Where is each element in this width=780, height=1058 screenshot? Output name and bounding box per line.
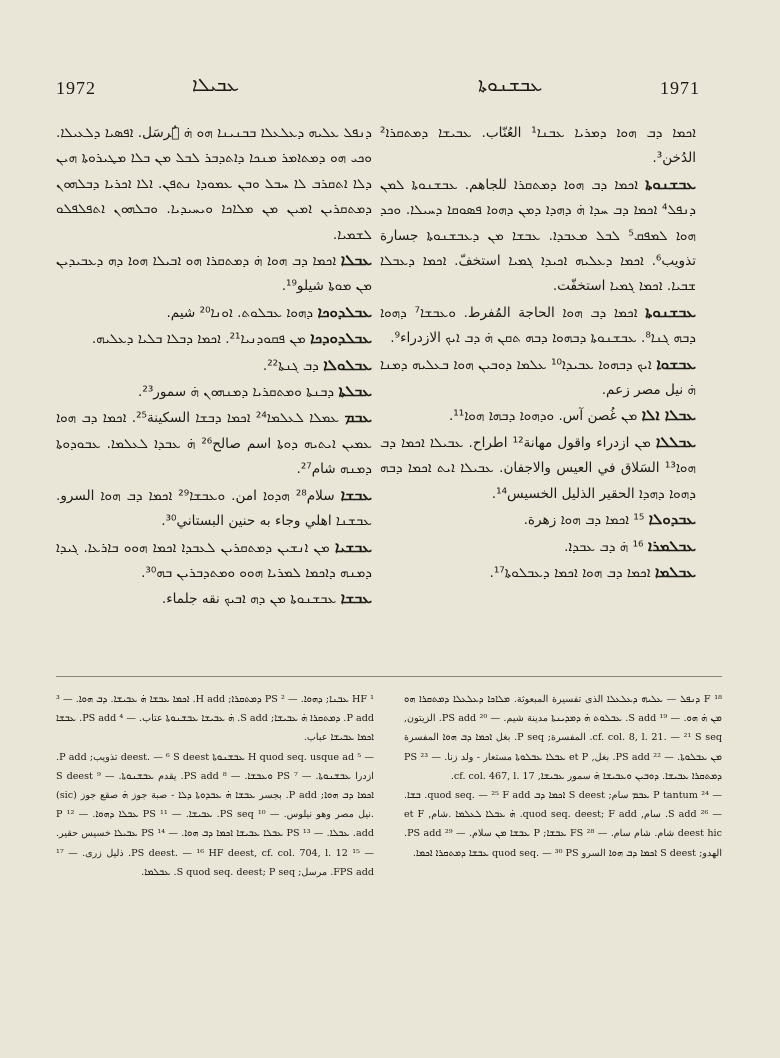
lexicon-entry xyxy=(56,353,372,379)
entry-headword: ܥܒܫܢܘܬܐ xyxy=(645,174,696,193)
entry-headword: ܥܒܠܡܐ xyxy=(654,562,696,581)
lexicon-entry xyxy=(56,483,372,535)
right-column xyxy=(380,120,696,680)
lexicon-entry xyxy=(56,248,372,300)
footnote-divider xyxy=(56,676,722,677)
entry-text: ܡܢ ܦܩܘܕܢܝܐ²¹. ܐܟܡܐ ܕܒܠܐ ܒܠܝܐ ܕܥܠܝܗ. xyxy=(91,331,306,348)
entry-text: ܕܗܘܐ ܥܒܠܘܬ. ܐܘܢܐ²⁰ شيم. xyxy=(166,304,314,321)
entry-text: ܡܢ غُصن آس. ܘܕܗܘܐ ܕܒܗܐ ܗܘܐ¹¹. xyxy=(448,408,638,425)
footnotes-right xyxy=(404,690,722,1020)
footnote-block: — ²⁴ P tantum ܥܒܡ سام; S deest ܐܟܡܐ ܕܒ quod seq. — ²⁵ F add. ܒܫܐ. — ²⁶ S add. سام, quod seq. deest; F add. ܗ̇ ܥܒܠܐ ܠܥܠܡܐ .شام, et F deest hic شام. شام سام. — ²⁸ FS ܥܒܫܐ; P ܥܒܫܐ ܡܢ سلام. — ²⁹ PS add. الهدو; S deest ܐܟܡܐ ܕܒ ܗܘܐ السرو quod seq. — ³⁰ PS ܥܒܫܐ ܕܡܬܩܪܐ ܐܟܡܐ. xyxy=(404,790,722,859)
entry-text: ܥܡܠܐ ܠܥܠܡܐ²⁴ ܐܟܡܐ ܕܒܫܐ السكينة²⁵. ܐܟܡܐ ܕܒ ܗܘܐ ܥܡܝܢ ܐܝܬܝܗ ܕܘܬܐ اسم صالح²⁶ ܗ̇ ܥܒܕܐ ܠܥܠܡܐ. ܥܒܘܕܘܬܐ ܕܡܢܗ شام²⁷. xyxy=(56,410,372,478)
entry-headword: ܥܒܠܘܠܐ xyxy=(323,355,372,374)
footnotes-left xyxy=(56,690,374,1020)
entry-headword: ܥܒܠܡܪܐ xyxy=(647,536,696,555)
lexicon-entry xyxy=(56,586,372,612)
entry-headword: ܥܒܠܕܘܟܐ xyxy=(317,302,372,321)
lexicon-entry xyxy=(380,507,696,533)
running-title-left: ܥܒܝܠܐ xyxy=(192,74,239,96)
entry-headword: ܥܒܫܐ xyxy=(340,589,372,608)
entry-text: ܐܟܡܐ ܕܒ ܗܘܐ ܕܡܬܩܪܐ للجاهم. ܥܒܫܢܘܬܐ ܠܡܢ ܕܢܦܠ⁴ ܐܟܡܐ ܕܒ ܚܕܐ ܗ̇ ܕܗܕܐ ܕܡܢ ܕܗܘܐ ܦܣܘܩܐ ܕܚܝܠܐ. ܘܟܕ ܗܘܐ ܠܡܦܩ⁵ ܠܒܠ ܡܥܒܕܐ. ܥܒܫܐ ܡܢ ܕܥܒܫܢܘܬܐ جسارة تذويب⁶. ܐܟܡܐ ܕܥܠܝܗ ܐܟܝܕܐ ܓܡܝܐ استخفّ. ܐܟܡܐ ܕܥܒܠܐ ܫܒܝܐ. ܐܟܡܐ ܓܡܝܐ استخفّت. xyxy=(380,176,696,295)
entry-headword: ܥܒܫܐ xyxy=(340,485,372,504)
page-number-left: 1972 xyxy=(56,78,96,98)
entry-text: ¹⁵ ܐܟܡܐ ܕܒ ܗܘܐ زهرة. xyxy=(523,512,645,529)
entry-headword: ܥܒܫܝܐ xyxy=(334,537,372,556)
entry-text: ܕܒ ܓܢܬܐ²². xyxy=(262,357,319,374)
footnote-block: — ⁵ H quod seq. usque ad ܥܒܫܢܘܬܐ deest. — ⁶ S deest تذويب; P add. ازدرا ܥܒܫܢܘܬܐ. — ⁷ PS ܘܥܒܫܐ. — ⁸ PS add. يقدم ܥܒܫܢܘܬܐ. — ⁹ S deest ܐܟܡܐ ܕܒ ܗܘܐ; P add. بجسر ܥܒܫܐ ܗ̇ ܥܒܕܘܬܐ ܕܠܐ - صبة جوز ܗ̇ صقع جوز (sic) .نيل مصر وهو نيلوس. — ¹⁰ PS seq. ܥܒܝܫܐ. — ¹¹ PS ܥܒܠܐ ܕܗܘܐ. — ¹² P add. ܥܒܠܐ. — ¹³ PS ܥܒܠܐ ܥܒܝܫܐ ܐܟܡܐ ܕܒ ܗܘܐ. — ¹⁴ PS ܥܒܝܠܐ خسيس حقير. — ¹⁵ PS deest. — ¹⁶ HF deest, cf. col. 704, l. 12. ذليل زرى. — ¹⁷ FPS add. مرسل; S quod seq. deest; P seq. ܥܒܠܡܐ. xyxy=(56,751,374,878)
lexicon-entry xyxy=(380,430,696,507)
lexicon-entry xyxy=(380,403,696,429)
entry-headword: ܥܒܫܘܐ xyxy=(656,354,696,373)
lexicon-entry xyxy=(56,405,372,482)
left-column xyxy=(56,120,372,680)
entry-headword: ܥܒܕܘܠܐ xyxy=(648,510,696,529)
entry-headword: ܥܒܠܕܘܕܟܐ xyxy=(310,329,372,348)
lexicon-entry xyxy=(56,120,372,248)
entry-headword: ܥܒܫܢܘܬܐ xyxy=(645,302,696,321)
footnote-block: ¹⁸ F ܕܢܦܠ — ܥܠܝܗ ܕܥܠܥܠܐ الذى تفسيرة المبعوثة. ܡܠܐܟܐ ܕܥܠܥܠܐ ܕܡܬܩܪܐ ܗܘ ܡܢ ܗ̇ ܗܘ. — ¹⁹ S add. ܥܒܠܘܬ ܗ̇ ܕܡܕܝܢܬܐ مدينة شيم. — ²⁰ PS add. الزيتون, cf. col. 8, l. 21. — ²¹ S seq. المفسرة; P seq. بغل ܐܟܡܐ ܕܒ ܗܘܐ المفسرة ܡܢ ܥܒܠܘܬܐ. — ²² PS add. بغل, et P ܥܒܠܐ ܥܒܠܘܬܐ مستعار - ولد زنا. — ²³ PS ܕܡܬܩܪܐ ܥܒܝܫܐ. ܕܘܒܝܢ ܘܥܒܝܫܐ ܗ̇ سمور ܥܒܝܫܐ, cf. col. 467, l. 17. xyxy=(404,694,722,782)
entry-text: ܐܟܡܐ ܕܒ ܗܘܐ ܗ̇ ܕܡܬܩܪܐ ܗܘ ܐܒܝܠܐ ܗܘܐ ܕܗ ܕܥܒܝܕܝܢ ܡܢ ܡܘܬܐ شيلو¹⁹. xyxy=(56,253,372,295)
entry-headword: ܥܒܠܐ ܐܠܐ xyxy=(641,406,696,425)
entry-text: ܡܢ ܐܢܫܝܢ ܕܡܬܩܪܝܢ ܠܥܒܕܐ ܐܟܡܐ ܗܘܘ ܒܐܪܥܐ. ܓܝܕܐ ܕܡܢܗ ܕܐܟܡܐ ܠܡܪܝܐ ܗܘܘ ܘܡܬܕܒܪܝܢ ܒܗ³⁰. xyxy=(56,539,372,581)
entry-headword: ܥܒܡ xyxy=(344,408,372,427)
lexicon-entry xyxy=(380,352,696,404)
entry-text: سلام²⁸ ܗܕܘܐ امن. ܘܥܒܫܐ²⁹ ܐܟܡܐ ܕܒ ܗܘܐ السرو. ܥܒܫܢܐ اهلي وجاء به حنين البستاني³⁰. xyxy=(56,487,372,530)
lexicon-entry xyxy=(56,326,372,352)
footnote-block: ¹ HF ܥܒܢܐ; ܕܗܘܐ. — ² PS ܕܡܬܩܪܐ; H add. ܐܟܡܐ ܥܒܫܐ ܗ̇ ܥܒܝܫܐ. ܕܒ ܗܘܐ. — ³ P add. ܕܡܬܩܪܐ ܗ̇ ܥܒܝܫܐ; S add. ܗ̇ ܥܒܝܫܐ ܥܒܫܢܘܬܐ عتاب. — ⁴ PS add. ܥܒܫܐ ܐܟܡܐ ܥܒܝܫܐ عباب. xyxy=(56,694,374,744)
lexicon-entry xyxy=(380,172,696,300)
lexicon-entry xyxy=(380,300,696,352)
lexicon-entry xyxy=(380,534,696,560)
running-title-right: ܥܒܫܢܘܬܐ xyxy=(478,74,543,96)
entry-text: ܕܢܦܠ ܥܠܝܗ ܕܥܠܥܠܐ ܒܒܢܝܢܐ ܗܘ ܗ̇ ܡُرسَل. ܐܦܣܝܐ ܕܠܥܝܠܐ. ܘܟܝ ܗܘ ܕܡܬܐܡܪ ܡܢܟܐ ܕܐܬܕܒܪ ܠܒܠ ܡܢ ܒܠܐ ܡܛܝܪܘܬܐ ܗܝܢ ܕܠܐ ܐܬܩܪܒ ܠܐ ܚܒܠ ܘܒܢ ܥܡܘܕܐ ܢܬܦܢ. ܐܠܐ ܐܟܪܝܐ ܕܒܠܗܘܢ ܕܡܬܩܪܝܢ ܐܡܝܢ ܡܢ ܡܠܐܟܐ ܘܝܚܝܕܝܐ. ܘܒܠܗܘܢ ܐܬܦܠܦܠܘ ܠܫܡܝܐ. xyxy=(56,125,372,243)
entry-text: ܐܟܡܐ ܕܒ ܗܘܐ الحاجة المُفرط. ܘܥܒܫܐ⁷ ܕܗܘܐ ܕܒܗ ܓܢܐ⁸. ܥܒܫܢܘܬܐ ܕܒܗܘܐ ܕܒܗ ܬܩܢ ܗ̇ ܕܒ ܐܝܟ الازدراء⁹. xyxy=(380,304,696,347)
entry-text: ¹⁶ ܗ̇ ܕܒ ܥܒܕܐ. xyxy=(564,538,644,555)
lexicon-entry xyxy=(380,120,696,172)
lexicon-entry xyxy=(380,560,696,586)
entry-headword: ܥܒܠܠܐ xyxy=(655,432,696,451)
lexicon-entry xyxy=(56,535,372,587)
entry-headword: ܥܒܠܐ xyxy=(340,251,372,270)
entry-text: ܐܝܟ ܕܒܗܘܐ ܥܒܝܕܐ¹⁰ ܥܠܡܐ ܕܘܒܝܢ ܗܘܐ ܒܥܠܝܗ ܕܡܢܐ ܗ̇ نيل مصر زعم. xyxy=(380,356,696,399)
lexicon-entry xyxy=(56,379,372,405)
entry-text: ܥܒܫܢܘܬܐ ܡܢ ܕܗ ܐܒܝܟ نقه جلماء. xyxy=(161,591,337,608)
entry-text: ܡܢ ازدراء واقول مهانة¹² اطراح. ܥܒܝܠܐ ܐܟܡܐ ܕܒ ܗܘܐ¹³ السَلاق في العيس والاجفان. ܥܒܝܠܐ ܐܝܬ ܐܟܡܐ ܕܒܗ ܕܗܘܐ ܕܗܕܐ الحقير الذليل الخسيس¹⁴. xyxy=(380,434,696,502)
entry-text: ܕܒܢܬܐ ܘܡܬܩܪܝܐ ܕܡܢܗܘܢ ܗ̇ سمور²³. xyxy=(138,384,335,401)
entry-headword: ܥܒܠܬܐ xyxy=(338,382,372,401)
lexicon-entry xyxy=(56,300,372,326)
entry-text: ܐܟܡܐ ܕܒ ܗܘܐ ܕܡܪܝܐ ܥܒܢܐ¹ العُنّاب. ܥܒܝܫܐ ܕܡܬܩܪܐ² الدُخن³. xyxy=(380,125,696,167)
entry-text: ܐܟܡܐ ܕܒ ܗܘܐ ܐܟܡܐ ܕܥܒܠܘܬܐ¹⁷. xyxy=(489,564,651,581)
page-number-right: 1971 xyxy=(660,78,700,98)
